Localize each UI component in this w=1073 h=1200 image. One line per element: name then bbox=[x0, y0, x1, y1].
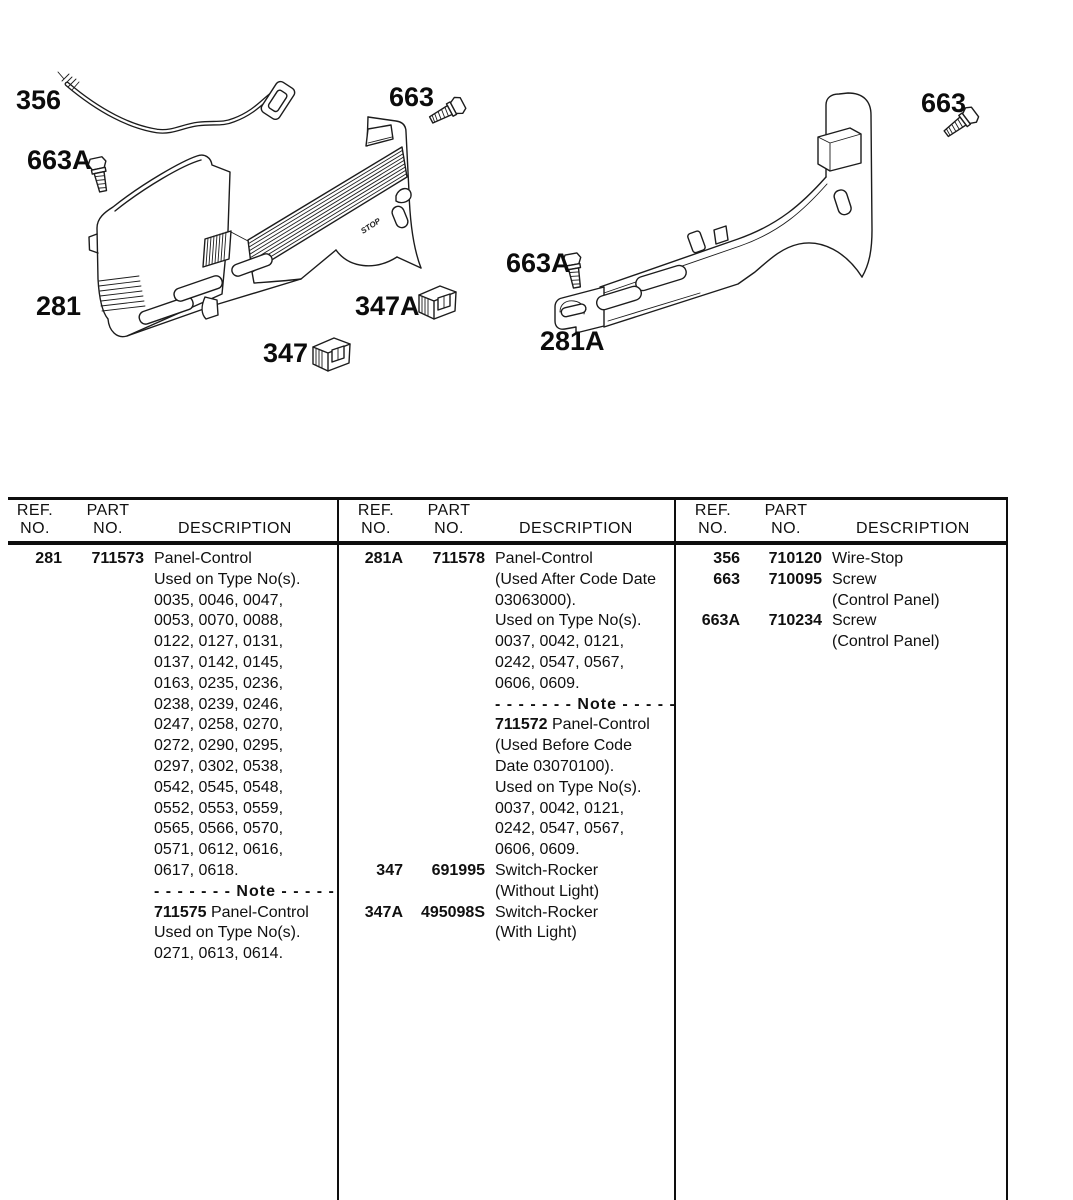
wire-connector bbox=[259, 80, 296, 122]
description-line: Date 03070100). bbox=[495, 757, 615, 775]
description-line: (Used After Code Date bbox=[495, 570, 656, 588]
ref-no-header: REF. NO. bbox=[16, 502, 54, 537]
description-line: 0037, 0042, 0121, bbox=[495, 633, 625, 651]
description-line: 0247, 0258, 0270, bbox=[154, 716, 284, 734]
callout-347a: 347A bbox=[355, 291, 420, 321]
table-header-row bbox=[8, 502, 1008, 538]
description-line: 711575 Panel-Control bbox=[154, 903, 309, 921]
callout-281a: 281A bbox=[540, 326, 605, 356]
part-no-header: PART NO. bbox=[86, 502, 130, 537]
description-line: 0053, 0070, 0088, bbox=[154, 612, 284, 630]
rocker-switch-347-icon bbox=[313, 338, 350, 371]
callout-663a-right: 663A bbox=[506, 248, 571, 278]
description-header: DESCRIPTION bbox=[519, 520, 633, 537]
ref-no-cell: 281 bbox=[35, 550, 62, 567]
description-line: - - - - - - - Note - - - - - bbox=[154, 882, 335, 900]
part-no-cell: 711573 bbox=[91, 550, 144, 567]
table-header-group bbox=[8, 502, 337, 538]
ref-no-cell: 347 bbox=[376, 861, 403, 879]
description-line: 0552, 0553, 0559, bbox=[154, 799, 284, 817]
description-line: 0297, 0302, 0538, bbox=[154, 757, 284, 775]
table-column-group bbox=[674, 549, 1008, 653]
table-header-rule bbox=[8, 541, 1008, 545]
description-line: Screw bbox=[832, 612, 877, 630]
table-header-group bbox=[337, 502, 674, 538]
description-line: 711572 Panel-Control bbox=[495, 716, 650, 734]
description-line: Panel-Control bbox=[495, 550, 593, 567]
description-line: 0565, 0566, 0570, bbox=[154, 820, 284, 838]
part-no-cell: 711578 bbox=[432, 550, 485, 567]
description-cell bbox=[495, 903, 598, 945]
description-cell bbox=[832, 549, 903, 570]
ref-no-cell: 356 bbox=[713, 550, 740, 567]
table-row bbox=[349, 549, 676, 861]
description-line: 0271, 0613, 0614. bbox=[154, 945, 284, 963]
description-line: Used on Type No(s). bbox=[154, 924, 301, 942]
description-line: Switch-Rocker bbox=[495, 861, 599, 879]
description-cell bbox=[495, 861, 599, 903]
table-row bbox=[686, 549, 903, 570]
ref-no-cell: 663 bbox=[713, 570, 740, 588]
description-line: (Control Panel) bbox=[832, 633, 940, 651]
inline-part-number: 711572 bbox=[495, 716, 548, 734]
ref-no-cell: 663A bbox=[701, 612, 740, 630]
table-column-group bbox=[337, 549, 674, 944]
ref-no-header: REF. NO. bbox=[694, 502, 732, 537]
description-line: (Control Panel) bbox=[832, 591, 940, 609]
description-line: 0035, 0046, 0047, bbox=[154, 591, 284, 609]
description-cell bbox=[832, 570, 940, 612]
part-no-header: PART NO. bbox=[427, 502, 471, 537]
part-no-cell: 710234 bbox=[768, 612, 822, 630]
description-line: 0606, 0609. bbox=[495, 674, 580, 692]
description-line: Used on Type No(s). bbox=[154, 570, 301, 588]
description-line: 0606, 0609. bbox=[495, 841, 580, 859]
description-line: 0122, 0127, 0131, bbox=[154, 633, 284, 651]
description-line: 0617, 0618. bbox=[154, 861, 239, 879]
part-no-cell: 710120 bbox=[768, 550, 822, 567]
rocker-switch-347a-icon bbox=[419, 286, 456, 319]
table-header-group bbox=[674, 502, 1008, 538]
description-cell bbox=[495, 549, 676, 861]
table-column-group bbox=[8, 549, 337, 965]
control-panel-281a-art bbox=[555, 93, 872, 333]
description-line: 0242, 0547, 0567, bbox=[495, 653, 625, 671]
description-line: 0238, 0239, 0246, bbox=[154, 695, 284, 713]
ref-no-header: REF. NO. bbox=[357, 502, 395, 537]
description-line: (With Light) bbox=[495, 924, 577, 942]
description-line: (Used Before Code bbox=[495, 737, 632, 755]
description-line: 0137, 0142, 0145, bbox=[154, 653, 284, 671]
panel-stop-text: STOP bbox=[359, 216, 383, 236]
description-line: (Without Light) bbox=[495, 882, 600, 900]
table-row bbox=[349, 861, 599, 903]
callout-347: 347 bbox=[263, 338, 309, 368]
description-line: Panel-Control bbox=[154, 550, 252, 567]
callout-663-left: 663 bbox=[389, 82, 435, 112]
ref-no-cell: 347A bbox=[364, 903, 403, 921]
part-no-header: PART NO. bbox=[764, 502, 808, 537]
description-line: Used on Type No(s). bbox=[495, 778, 642, 796]
callout-356: 356 bbox=[16, 85, 62, 115]
description-header: DESCRIPTION bbox=[178, 520, 292, 537]
stop-wire-art bbox=[58, 72, 297, 131]
description-line: 0242, 0547, 0567, bbox=[495, 820, 625, 838]
ref-no-cell: 281A bbox=[364, 550, 403, 567]
table-top-border bbox=[8, 497, 1008, 500]
table-row bbox=[686, 570, 940, 612]
part-no-cell: 691995 bbox=[431, 861, 485, 879]
description-line: 0542, 0545, 0548, bbox=[154, 778, 284, 796]
description-line: Used on Type No(s). bbox=[495, 612, 642, 630]
table-body bbox=[8, 549, 1008, 965]
inline-part-number: 711575 bbox=[154, 903, 207, 921]
callout-281: 281 bbox=[36, 291, 82, 321]
description-line: 0571, 0612, 0616, bbox=[154, 841, 284, 859]
callout-663a-left: 663A bbox=[27, 145, 92, 175]
description-cell bbox=[832, 611, 940, 653]
description-line: 0037, 0042, 0121, bbox=[495, 799, 625, 817]
description-line: 03063000). bbox=[495, 591, 576, 609]
description-line: Switch-Rocker bbox=[495, 903, 599, 921]
description-header: DESCRIPTION bbox=[856, 520, 970, 537]
table-row bbox=[349, 903, 598, 945]
description-line: Wire-Stop bbox=[832, 550, 904, 567]
description-line: Screw bbox=[832, 570, 877, 588]
description-line: - - - - - - - Note - - - - - bbox=[495, 695, 676, 713]
description-cell bbox=[154, 549, 335, 965]
table-row bbox=[686, 611, 940, 653]
description-line: 0272, 0290, 0295, bbox=[154, 737, 284, 755]
description-line: 0163, 0235, 0236, bbox=[154, 674, 284, 692]
part-no-cell: 495098S bbox=[420, 903, 485, 921]
part-no-cell: 710095 bbox=[768, 570, 822, 588]
table-row bbox=[8, 549, 335, 965]
callout-663-right: 663 bbox=[921, 88, 967, 118]
